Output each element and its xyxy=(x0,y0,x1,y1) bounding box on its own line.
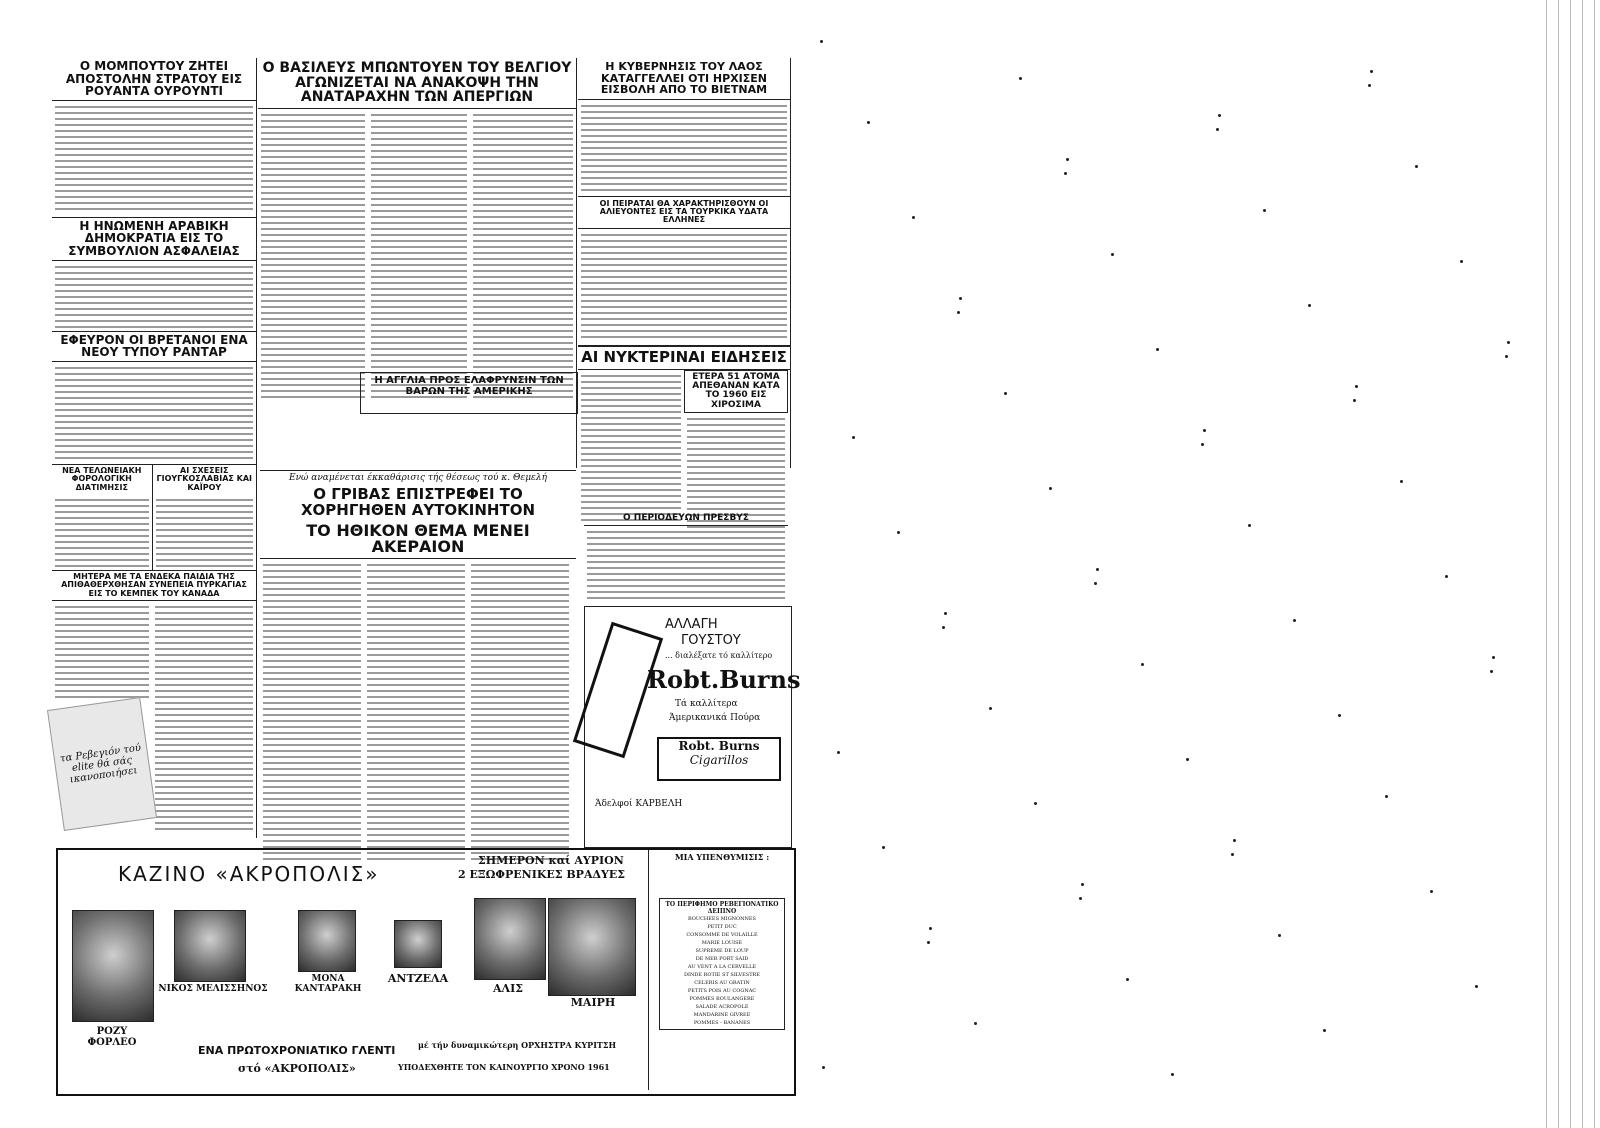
reminder: ΜΙΑ ΥΠΕΝΘΥΜΙΣΙΣ : xyxy=(674,852,770,862)
headline-arab-republic: Η ΗΝΩΜΕΝΗ ΑΡΑΒΙΚΗ ΔΗΜΟΚΡΑΤΙΑ ΕΙΣ ΤΟ ΣΥΜΒΟΥΛΙΟΝ ΑΣΦΑΛΕΙΑΣ xyxy=(52,217,256,261)
new-year-party: ΕΝΑ ΠΡΩΤΟΧΡΟΝΙΑΤΙΚΟ ΓΛΕΝΤΙ xyxy=(198,1044,396,1057)
scan-speck xyxy=(1096,568,1099,571)
scan-speck xyxy=(1385,795,1388,798)
headline-yugoslavia: ΑΙ ΣΧΕΣΕΙΣ ΓΙΟΥΓΚΟΣΛΑΒΙΑΣ ΚΑΙ ΚΑΪΡΟΥ xyxy=(156,465,252,492)
headline-laos: Η ΚΥΒΕΡΝΗΣΙΣ ΤΟΥ ΛΑΟΣ ΚΑΤΑΓΓΕΛΛΕΙ ΟΤΙ ΗΡΧΙΣΕΝ ΕΙΣΒΟΛΗ ΑΠΟ ΤΟ ΒΙΕΤΝΑΜ xyxy=(578,58,790,100)
article-body xyxy=(371,112,467,402)
scan-speck xyxy=(1248,524,1251,527)
performer-photo xyxy=(548,898,636,996)
scan-speck xyxy=(837,751,840,754)
scan-speck xyxy=(1081,883,1084,886)
headline-ambassador: Ο ΠΕΡΙΟΔΕΥΩΝ ΠΡΕΣΒΥΣ xyxy=(584,512,788,526)
scan-speck xyxy=(927,941,930,944)
scan-speck xyxy=(1505,355,1508,358)
scan-speck xyxy=(1216,128,1219,131)
scan-speck xyxy=(1111,253,1114,256)
article-body xyxy=(155,604,253,834)
scan-speck xyxy=(1156,348,1159,351)
article-body xyxy=(367,562,465,862)
menu-item: PETIT DUC xyxy=(707,924,737,930)
scan-speck xyxy=(1201,443,1204,446)
headline-customs: ΝΕΑ ΤΕΛΩΝΕΙΑΚΗ ΦΟΡΟΛΟΓΙΚΗ ΔΙΑΤΙΜΗΣΙΣ xyxy=(62,465,142,492)
scan-edge xyxy=(1540,0,1600,1128)
article-body xyxy=(55,264,253,328)
headline-quebec-fire: ΜΗΤΕΡΑ ΜΕ ΤΑ ΕΝΔΕΚΑ ΠΑΙΔΙΑ ΤΗΣ ΑΠΙΘΑΘΕΡΧΘΗΣΑΝ ΣΥΝΕΠΕΙΑ ΠΥΡΚΑΓΙΑΣ ΕΙΣ ΤΟ ΚΕΜΠΕΚ ΤΟΥ ΚΑΝΑΔΑ xyxy=(52,570,256,601)
scan-speck xyxy=(989,707,992,710)
article-body xyxy=(55,104,253,214)
menu-title: ΤΟ ΠΕΡΙΦΗΜΟ ΡΕΒΕΓΙΟΝΑΤΙΚΟ ΔΕΙΠΝΟ xyxy=(665,901,779,915)
menu-item: POMMES BOULANGERE xyxy=(689,996,755,1002)
article-body xyxy=(55,497,149,567)
menu-item: SALADE ACROPOLE xyxy=(695,1004,749,1010)
ad-tagline-2: Άμερικανικά Πούρα xyxy=(669,713,761,723)
menu-item: CONSOMME DE VOLAILLE xyxy=(686,932,758,938)
menu-item: PETITS POIS AU COGNAC xyxy=(687,988,757,994)
menu-list xyxy=(662,915,782,1027)
headline-radar: ΕΦΕΥΡΟΝ ΟΙ ΒΡΕΤΑΝΟΙ ΕΝΑ ΝΕΟΥ ΤΥΠΟΥ ΡΑΝΤΑΡ xyxy=(52,331,256,362)
article-body xyxy=(263,562,361,862)
performer-photo xyxy=(174,910,246,982)
scan-speck xyxy=(1064,172,1067,175)
two-nights: 2 ΕΞΩΦΡΕΝΙΚΕΣ ΒΡΑΔΥΕΣ xyxy=(458,868,626,881)
performer-name: ΡΟΖΥ ΦΟΡΛΕΟ xyxy=(87,1026,137,1048)
menu-item: CELERIS AU GRATIN xyxy=(694,980,750,986)
headline-baudouin: Ο ΒΑΣΙΛΕΥΣ ΜΠΩΝΤΟΥΕΝ ΤΟΥ ΒΕΛΓΙΟΥ ΑΓΩΝΙΖΕΤΑΙ ΝΑ ΑΝΑΚΟΨΗ ΤΗΝ ΑΝΑΤΑΡΑΧΗΝ ΤΩΝ ΑΠΕΡΓΙΩΝ xyxy=(258,58,576,109)
scan-speck xyxy=(1445,575,1448,578)
performer-photo xyxy=(298,910,356,972)
today-tomorrow: ΣΗΜΕΡΟΝ καί ΑΥΡΙΟΝ xyxy=(478,854,624,867)
menu-item: MANDARINE GIVREE xyxy=(693,1012,751,1018)
scan-speck xyxy=(944,612,947,615)
scan-speck xyxy=(957,311,960,314)
scan-speck xyxy=(1231,853,1234,856)
article-body xyxy=(261,112,365,402)
scan-speck xyxy=(1171,1073,1174,1076)
scan-speck xyxy=(1308,304,1311,307)
scan-speck xyxy=(1338,714,1341,717)
scan-speck xyxy=(1126,978,1129,981)
scan-speck xyxy=(1278,934,1281,937)
article-body xyxy=(55,604,149,700)
scan-speck xyxy=(1141,663,1144,666)
headline-moral-issue: ΤΟ ΗΘΙΚΟΝ ΘΕΜΑ ΜΕΝΕΙ ΑΚΕΡΑΙΟΝ xyxy=(260,521,576,560)
ad-change: ΑΛΛΑΓΗ xyxy=(665,617,718,632)
scan-speck xyxy=(1475,985,1478,988)
performer-name: ΜΑΙΡΗ xyxy=(570,996,616,1009)
scan-speck xyxy=(1293,619,1296,622)
performer-name: ΑΛΙΣ xyxy=(493,982,523,995)
article-body xyxy=(581,232,787,342)
scan-speck xyxy=(1492,656,1495,659)
scan-speck xyxy=(1400,480,1403,483)
article-body xyxy=(587,529,785,599)
headline-mobutu: Ο ΜΟΜΠΟΥΤΟΥ ΖΗΤΕΙ ΑΠΟΣΤΟΛΗΝ ΣΤΡΑΤΟΥ ΕΙΣ ΡΟΥΑΝΤΑ ΟΥΡΟΥΝΤΙ xyxy=(52,58,256,101)
menu-item: MARIE LOUISE xyxy=(701,940,743,946)
scan-speck xyxy=(912,216,915,219)
cigarillos-box xyxy=(657,737,781,781)
scan-speck xyxy=(1019,77,1022,80)
scan-speck xyxy=(1218,114,1221,117)
performer-name: ΝΙΚΟΣ ΜΕΛΙΣΣΗΝΟΣ xyxy=(158,984,268,994)
at-acropolis: στό «ΑΚΡΟΠΟΛΙΣ» xyxy=(238,1062,356,1075)
article-body xyxy=(156,497,253,567)
performer-name: ΑΝΤΖΕΛΑ xyxy=(387,972,449,985)
performer-name: ΜΟΝΑ ΚΑΝΤΑΡΑΚΗ xyxy=(294,974,362,994)
scan-speck xyxy=(1323,1029,1326,1032)
performer-photo xyxy=(394,920,442,968)
menu-box xyxy=(659,898,785,1030)
ad-tagline-1: Τά καλλίτερα xyxy=(675,699,738,709)
article-body xyxy=(581,103,787,193)
robt-burns-ad xyxy=(584,606,801,848)
britain-box xyxy=(360,372,578,414)
ad-taste: ΓΟΥΣΤΟΥ xyxy=(681,633,741,648)
scan-speck xyxy=(852,436,855,439)
scan-speck xyxy=(1034,802,1037,805)
scan-speck xyxy=(820,40,823,43)
scan-speck xyxy=(959,297,962,300)
scan-speck xyxy=(882,846,885,849)
scan-speck xyxy=(1490,670,1493,673)
scan-speck xyxy=(1203,429,1206,432)
article-body xyxy=(581,373,681,523)
scan-speck xyxy=(1186,758,1189,761)
headline-grivas: Ο ΓΡΙΒΑΣ ΕΠΙΣΤΡΕΦΕΙ ΤΟ ΧΟΡΗΓΗΘΕΝ ΑΥΤΟΚΙΝΗΤΟΝ xyxy=(300,485,536,519)
ad-choose: ... διαλέξατε τό καλλίτερο xyxy=(665,651,773,660)
scan-speck xyxy=(1507,341,1510,344)
ambassador-story xyxy=(584,512,788,602)
welcome-1961: ΥΠΟΔΕΧΘΗΤΕ ΤΟΝ ΚΑΙΝΟΥΡΓΙΟ ΧΡΟΝΟ 1961 xyxy=(398,1062,610,1072)
headline-hiroshima: ΕΤΕΡΑ 51 ΑΤΟΜΑ ΑΠΕΘΑΝΑΝ ΚΑΤΑ ΤΟ 1960 ΕΙΣ ΧΙΡΟΣΙΜΑ xyxy=(684,370,788,414)
casino-name: ΚΑΖΙΝΟ «ΑΚΡΟΠΟΛΙΣ» xyxy=(118,862,380,886)
scan-speck xyxy=(1233,839,1236,842)
scan-speck xyxy=(1460,260,1463,263)
scan-speck xyxy=(929,927,932,930)
column-4 xyxy=(578,58,791,468)
scan-speck xyxy=(942,626,945,629)
brand-cigarillos: Cigarillos xyxy=(689,753,749,767)
scan-speck xyxy=(1368,84,1371,87)
casino-acropolis-ad xyxy=(56,848,796,1096)
elite-ad: τα Ρεβεγιόν τού elite θά σάς ικανοποιήσει xyxy=(47,697,157,831)
menu-item: AU VENT A LA CERVELLE xyxy=(687,964,757,970)
menu-panel xyxy=(648,850,795,1090)
dealer-name: Άδελφοί ΚΑΡΒΕΛΗ xyxy=(595,799,683,809)
column-1 xyxy=(52,58,257,838)
article-body xyxy=(473,112,573,402)
article-body xyxy=(55,365,253,461)
headline-britain: Η ΑΓΓΛΙΑ ΠΡΟΣ ΕΛΑΦΡΥΝΣΙΝ ΤΩΝ ΒΑΡΩΝ ΤΗΣ ΑΜΕΡΙΚΗΣ xyxy=(374,375,564,397)
scan-speck xyxy=(1355,385,1358,388)
headline-pirates: ΟΙ ΠΕΙΡΑΤΑΙ ΘΑ ΧΑΡΑΚΤΗΡΙΣΘΟΥΝ ΟΙ ΑΛΙΕΥΟΝΤΕΣ ΕΙΣ ΤΑ ΤΟΥΡΚΙΚΑ ΥΔΑΤΑ ΕΛΛΗΝΕΣ xyxy=(578,196,790,229)
grivas-story xyxy=(260,470,576,849)
scan-speck xyxy=(897,531,900,534)
scan-speck xyxy=(974,1022,977,1025)
scan-speck xyxy=(1049,487,1052,490)
scan-speck xyxy=(1415,165,1418,168)
menu-item: SUPREME DE LOUP xyxy=(695,948,749,954)
scan-speck xyxy=(1430,890,1433,893)
scan-speck xyxy=(1066,158,1069,161)
performer-photo xyxy=(72,910,154,1022)
scan-speck xyxy=(1094,582,1097,585)
headline-night-news: ΑΙ ΝΥΚΤΕΡΙΝΑΙ ΕΙΔΗΣΕΙΣ xyxy=(578,345,790,370)
scan-speck xyxy=(1370,70,1373,73)
scan-speck xyxy=(1353,399,1356,402)
brand-name: Robt.Burns xyxy=(647,665,801,694)
article-body xyxy=(471,562,569,862)
scan-speck xyxy=(867,121,870,124)
grivas-kicker: Ενώ αναμένεται έκκαθάρισις τής θέσεως τού κ. Θεμελή xyxy=(289,473,547,483)
menu-item: DINDE ROTIE ST SILVESTRE xyxy=(684,972,760,978)
menu-item: DE MER PORT SAID xyxy=(695,956,749,962)
performer-photo xyxy=(474,898,546,980)
scan-speck xyxy=(1079,897,1082,900)
brand-name-2: Robt. Burns xyxy=(678,739,760,753)
menu-item: POMMES - BANANES xyxy=(693,1020,751,1026)
scan-speck xyxy=(1004,392,1007,395)
orchestra: μέ τήν δυναμικώτερη ΟΡΧΗΣΤΡΑ ΚΥΡΙΤΣΗ xyxy=(418,1040,617,1050)
menu-item: BOUCHEES MIGNONNES xyxy=(688,916,756,922)
scan-speck xyxy=(1263,209,1266,212)
scan-speck xyxy=(822,1066,825,1069)
